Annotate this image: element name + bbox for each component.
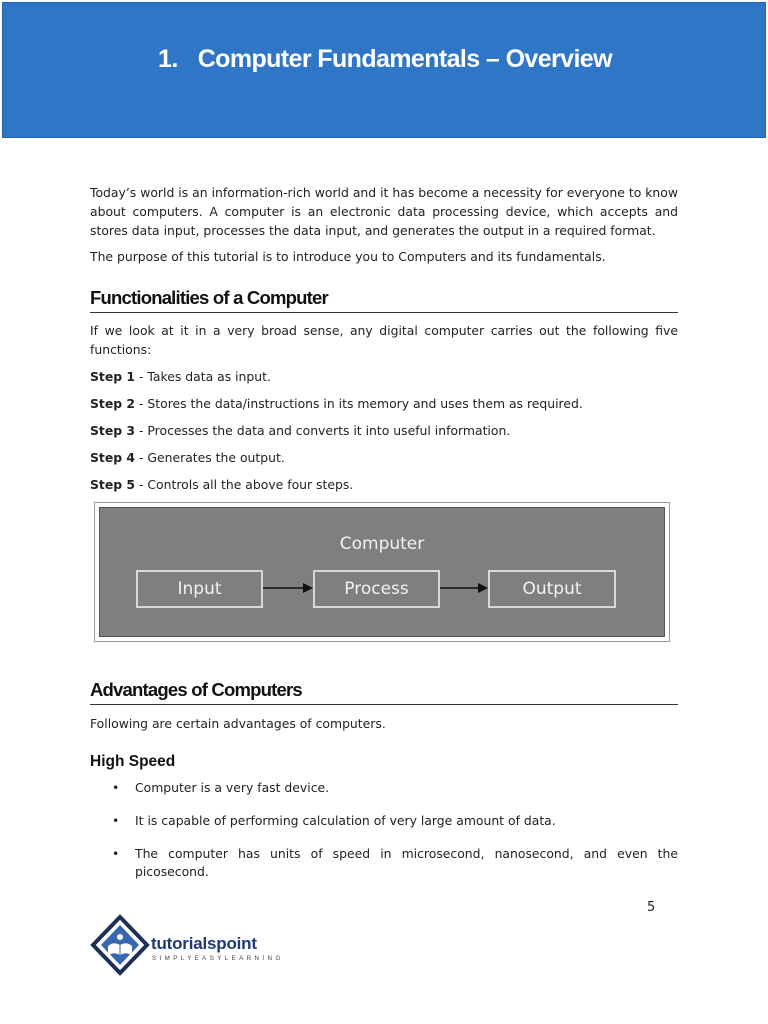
step-text: - Stores the data/instructions in its memory and uses them as required. [135, 396, 583, 411]
logo-tagline: SIMPLYEASYLEARNING [152, 955, 284, 962]
list-item [90, 845, 678, 881]
bullet-icon: • [112, 780, 120, 795]
chapter-title [3, 45, 767, 74]
diagram-title: Computer [339, 534, 425, 554]
step-item [90, 475, 678, 494]
step-text: - Generates the output. [135, 450, 285, 465]
list-item [90, 779, 678, 797]
step-item [90, 421, 678, 440]
page-content [90, 183, 678, 896]
arrow-right-icon [263, 580, 313, 596]
step-text: - Takes data as input. [135, 369, 271, 384]
step-label: Step 5 [90, 477, 136, 492]
advantages-heading: Advantages of Computers [90, 678, 678, 705]
list-item-text: Computer is a very fast device. [135, 780, 330, 795]
book-logo-icon [90, 914, 152, 980]
list-item-text: The computer has units of speed in microsecond, nanosecond, and even the picosecond. [135, 846, 678, 879]
page-number: 5 [647, 900, 656, 915]
step-item [90, 448, 678, 467]
functionalities-heading: Functionalities of a Computer [90, 286, 678, 313]
functionalities-intro: If we look at it in a very broad sense, any digital computer carries out the following five functions: [90, 323, 678, 357]
diagram-box-input: Input [136, 570, 263, 608]
computer-diagram-panel [99, 507, 665, 637]
computer-diagram [94, 502, 670, 642]
step-label: Step 2 [90, 396, 136, 411]
step-label: Step 4 [90, 450, 136, 465]
diagram-box-process: Process [313, 570, 440, 608]
diagram-box-output: Output [488, 570, 616, 608]
tutorialspoint-logo [90, 914, 300, 980]
logo-name: tutorialspoint [151, 934, 257, 953]
arrow-right-icon [440, 580, 488, 596]
chapter-banner-fill [2, 2, 766, 138]
bullet-icon: • [112, 813, 120, 828]
advantages-intro: Following are certain advantages of computers. [90, 716, 386, 731]
step-item [90, 394, 678, 413]
step-text: - Controls all the above four steps. [135, 477, 354, 492]
chapter-number: 1. [158, 45, 178, 73]
step-label: Step 3 [90, 423, 136, 438]
step-text: - Processes the data and converts it into useful information. [135, 423, 511, 438]
chapter-banner [0, 0, 768, 140]
bullet-icon: • [112, 846, 120, 861]
step-label: Step 1 [90, 369, 136, 384]
list-item-text: It is capable of performing calculation of very large amount of data. [135, 813, 556, 828]
list-item [90, 812, 678, 830]
high-speed-list [90, 779, 678, 881]
intro-paragraph-1: Today’s world is an information-rich world and it has become a necessity for everyone to know about computers. A computer is an electronic data processing device, which accepts and stores data input, processes the data input, and generates the output in a required format. [90, 185, 678, 238]
high-speed-subheading: High Speed [90, 753, 176, 770]
intro-paragraph-2: The purpose of this tutorial is to introduce you to Computers and its fundamentals. [90, 249, 606, 264]
chapter-title-text: Computer Fundamentals – Overview [197, 45, 612, 73]
step-item [90, 367, 678, 386]
